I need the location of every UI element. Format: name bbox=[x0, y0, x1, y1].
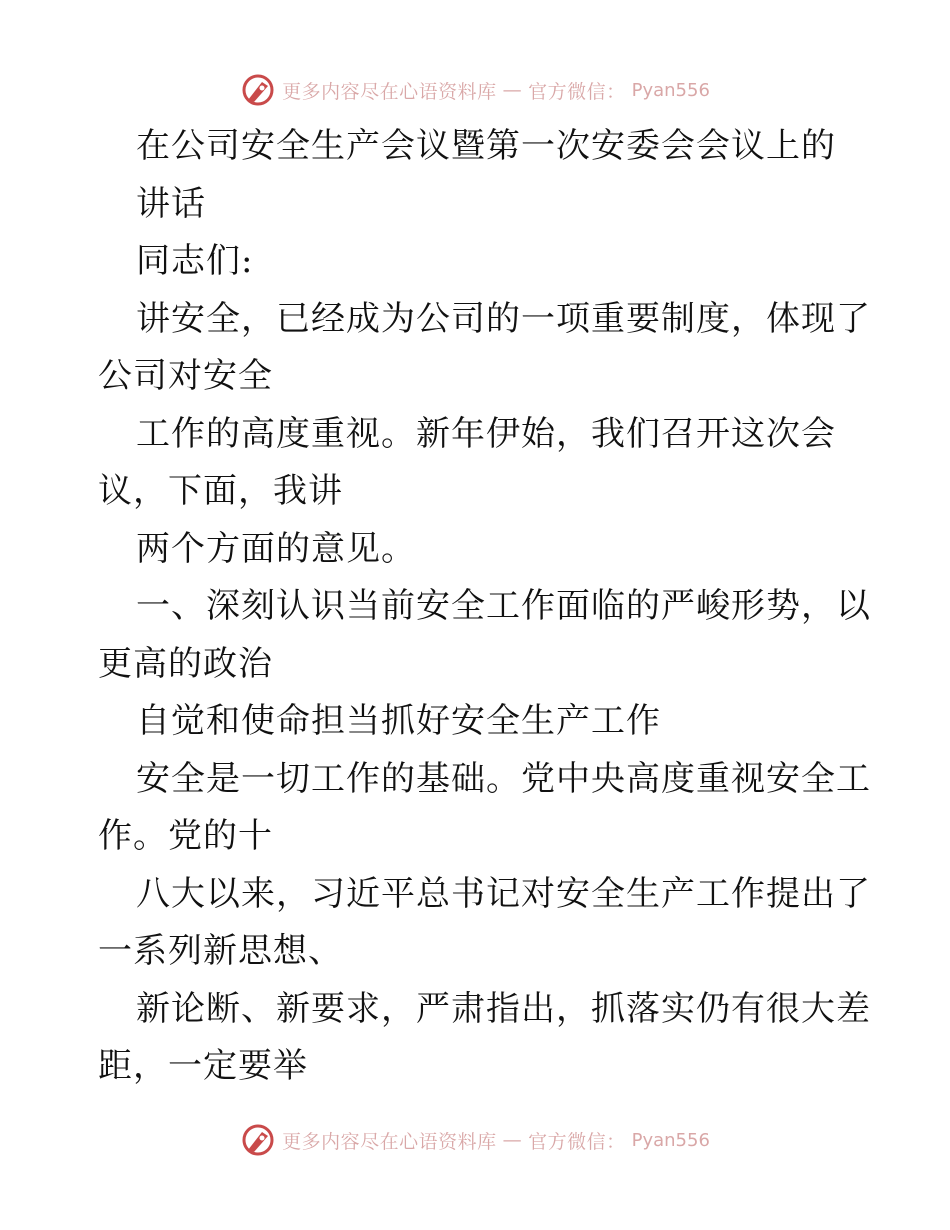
watermark-wechat-label: 官方微信： bbox=[528, 80, 626, 103]
document-body bbox=[98, 118, 871, 1096]
paragraph-line: 八大以来，习近平总书记对安全生产工作提出了 bbox=[136, 873, 871, 914]
watermark-dash: — bbox=[502, 79, 523, 101]
document-title-line-1: 在公司安全生产会议暨第一次安委会会议上的 bbox=[136, 126, 836, 166]
salutation: 同志们: bbox=[136, 241, 254, 281]
paragraph-line: 两个方面的意见。 bbox=[136, 528, 416, 569]
document-title-line-2: 讲话 bbox=[136, 183, 206, 224]
footer-watermark bbox=[0, 1120, 950, 1160]
paragraph-line: 新论断、新要求，严肃指出，抓落实仍有很大差 bbox=[136, 988, 871, 1029]
pen-nib-logo-icon bbox=[240, 1122, 276, 1158]
watermark-site-text: 更多内容尽在心语资料库 bbox=[282, 1130, 497, 1153]
pen-nib-logo-icon bbox=[240, 72, 276, 108]
paragraph-line: 一系列新思想、 bbox=[98, 931, 343, 971]
section-heading-line: 更高的政治 bbox=[98, 643, 273, 684]
paragraph-line: 安全是一切工作的基础。党中央高度重视安全工 bbox=[136, 758, 871, 799]
paragraph-line: 工作的高度重视。新年伊始，我们召开这次会 bbox=[136, 413, 836, 454]
paragraph-line: 距，一定要举 bbox=[98, 1046, 308, 1086]
watermark-wechat-id: Pyan556 bbox=[631, 1129, 710, 1151]
watermark-wechat-id: Pyan556 bbox=[631, 79, 710, 101]
watermark-wechat-label: 官方微信： bbox=[528, 1130, 626, 1153]
paragraph-line: 公司对安全 bbox=[98, 356, 273, 396]
section-heading-line: 自觉和使命担当抓好安全生产工作 bbox=[136, 701, 661, 741]
paragraph-line: 讲安全，已经成为公司的一项重要制度，体现了 bbox=[136, 298, 871, 339]
header-watermark bbox=[0, 70, 950, 110]
watermark-site-text: 更多内容尽在心语资料库 bbox=[282, 80, 497, 103]
paragraph-line: 作。党的十 bbox=[98, 816, 273, 856]
section-heading-line: 一、深刻认识当前安全工作面临的严峻形势，以 bbox=[136, 586, 871, 626]
watermark-dash: — bbox=[502, 1129, 523, 1151]
paragraph-line: 议，下面，我讲 bbox=[98, 471, 343, 511]
